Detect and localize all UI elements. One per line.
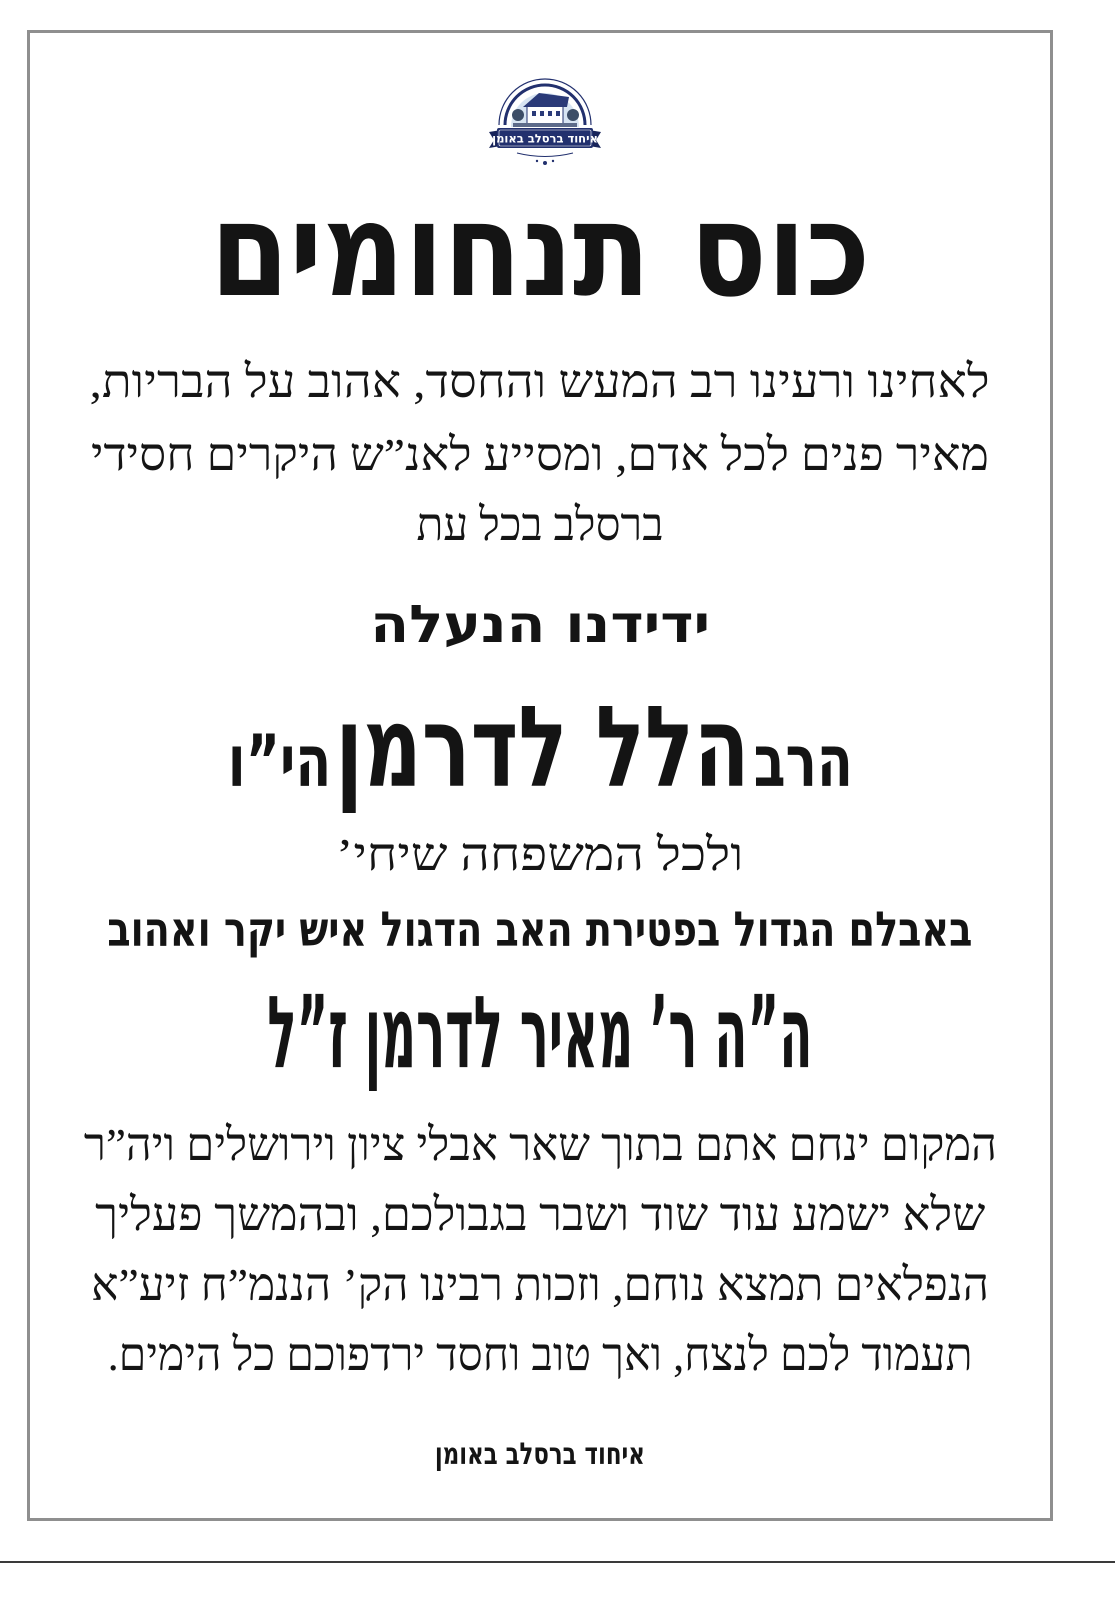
intro-line: מאיר פנים לכל אדם, ומסייע לאנ”ש היקרים חסידי [91,429,989,480]
intro-line: ברסלב בכל עת [416,499,664,550]
logo-dot [552,160,554,162]
logo-tree-icon [512,109,524,121]
signature: איחוד ברסלב באומן [435,1437,645,1472]
friend-row [30,595,1050,655]
deceased-name: ה”ה ר’ מאיר לדרמן ז”ל [267,974,813,1091]
notice-frame [27,30,1053,1521]
blessing-line: הנפלאים תמצא נוחם, וזכות רבינו הק’ הננמ”ח זיע”א [91,1259,990,1310]
intro-line: לאחינו ורעינו רב המעש והחסד, אהוב על הבריות, [90,356,991,407]
page-title: כוס תנחומים [210,174,871,326]
recipient-prefix: הרב [753,719,853,803]
intro-row [30,356,1050,407]
blessing-row [30,1259,1050,1310]
logo-swash [517,153,573,157]
intro-row [30,429,1050,480]
blessing-line: המקום ינחם אתם בתוך שאר אבלי ציון וירושלים ויה”ר [83,1119,997,1170]
recipient-name-line [227,683,853,813]
blessing-line: שלא ישמע עוד שוד ושבר בגבולכם, ובהמשך פעליך [94,1189,985,1240]
signature-row [30,1437,1050,1472]
recipient-suffix: הי”ו [227,719,331,803]
logo [487,45,603,169]
logo-dot [543,161,547,165]
friend-label: ידידנו הנעלה [370,595,711,655]
deceased-row [30,974,1050,1091]
bottom-edge-line [0,1561,1115,1563]
blessing-row [30,1329,1050,1380]
logo-dot [536,160,538,162]
title-row [30,174,1050,326]
mourning-line: באבלם הגדול בפטירת האב הדגול איש יקר ואהוב [107,902,973,958]
recipient-name: הלל לדרמן [334,683,750,813]
blessing-row [30,1119,1050,1170]
family-line: ולכל המשפחה שיחי’ [336,829,744,880]
blessing-line: תעמוד לכם לנצח, ואך טוב וחסד ירדפוכם כל הימים. [107,1329,973,1380]
family-row [30,829,1050,880]
mourning-row [30,902,1050,958]
recipient-row [30,683,1050,813]
logo-tree-icon [567,109,579,121]
logo-banner-text: איחוד ברסלב באומן [492,131,598,146]
intro-row [30,499,1050,550]
blessing-row [30,1189,1050,1240]
